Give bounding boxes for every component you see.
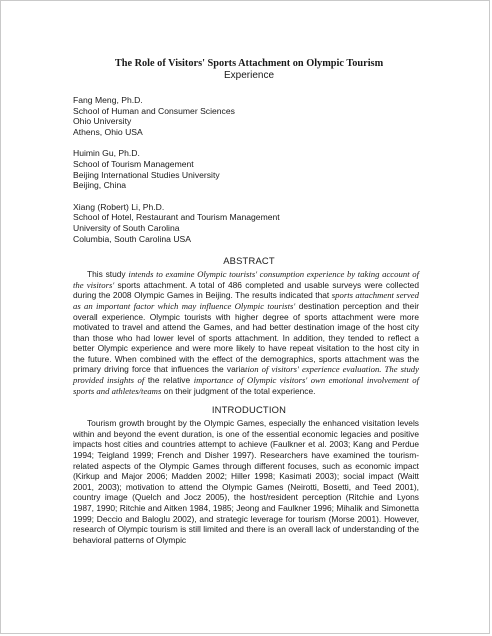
author-1-university: Ohio University [73, 116, 132, 127]
abstract-italic-segment: tion of visitors' experience evaluation. The study provided insights of [73, 364, 419, 386]
abstract-segment: the relative [144, 375, 194, 386]
author-block-1 [73, 95, 425, 137]
author-3-location: Columbia, South Carolina USA [73, 233, 191, 244]
introduction-heading: INTRODUCTION [211, 404, 287, 416]
paper-title: The Role of Visitors' Sports Attachment on Olympic Tourism [114, 58, 384, 69]
author-2-university: Beijing International Studies University [73, 169, 220, 180]
abstract-segment: sports attachment. A total of 486 completed and usable surveys were collected during the 2008 Olympic Games in Beijing. The results indicated that [73, 279, 419, 301]
abstract-italic-segment: sports attachment served as an important factor which may influence Olympic tourists' [73, 290, 419, 311]
author-3-school: School of Hotel, Restaurant and Tourism Management [73, 212, 280, 223]
author-1-name: Fang Meng, Ph.D. [73, 95, 143, 105]
abstract-heading: ABSTRACT [223, 255, 275, 267]
abstract-segment: destination perception and their overall experience. Olympic tourists with higher degree of sports attachment were more motivated to travel and attend the Games, and had better destination image of the host city than those who had lower level of sports attachment. In addition, they tended to reflect a better Olympic experience and were more likely to have repeat visitation to the host city in the future. When combined with the effect of the demographics, sports attachment was the primary driving force that influences the varia [73, 300, 419, 375]
introduction-paragraph: Tourism growth brought by the Olympic Games, especially the enhanced visitation levels within and beyond the event duration, is one of the essential economic legacies and positive impacts host cities and countries attempt to achieve (Faulkner et al. 2003; Kang and Perdue 1994; Teigland 1999; French and Disher 1997). Researchers have examined the tourism-related aspects of the Olympic Games through different focuses, such as economic impact (Kirkup and Major 2006; Madden 2002; Hiller 1998; Kasimati 2003); social impact (Waitt 2001, 2003); motivation to attend the Olympic Games (Neirotti, Bosetti, and Teed 2001), country image (Quelch and Jocz 2005), the host/resident perception (Ritchie and Lyons 1987, 1990; Ritchie and Aitken 1984, 1985; Jeong and Faulkner 1996; Mihalik and Simonetta 1999; Deccio and Baloglu 2002), and strategic leverage for tourism (Morse 2001). However, research of Olympic tourism is still limited and there is an overall lack of understanding of the behavioral patterns of Olympic [73, 418, 419, 545]
author-2-name: Huimin Gu, Ph.D. [73, 148, 140, 159]
abstract-paragraph [73, 269, 419, 396]
abstract-italic-segment: importance of Olympic visitors' own emotional involvement of sports and athletes/teams [73, 375, 419, 396]
author-1-location: Athens, Ohio USA [73, 126, 143, 137]
author-2-school: School of Tourism Management [73, 158, 194, 169]
author-3-name: Xiang (Robert) Li, Ph.D. [73, 201, 165, 212]
author-block-3 [73, 202, 425, 244]
author-2-location: Beijing, China [73, 180, 127, 191]
author-3-university: University of South Carolina [73, 222, 180, 233]
page-content [73, 58, 425, 545]
author-1-school: School of Human and Consumer Sciences [73, 105, 235, 116]
abstract-segment: on their judgment of the total experience. [161, 385, 316, 396]
abstract-segment: This study [87, 269, 129, 280]
author-block-2 [73, 148, 425, 190]
paper-title-continued: Experience [223, 70, 275, 81]
abstract-italic-segment: intends to examine Olympic tourists' consumption experience by taking account of the visitors' [73, 269, 419, 290]
